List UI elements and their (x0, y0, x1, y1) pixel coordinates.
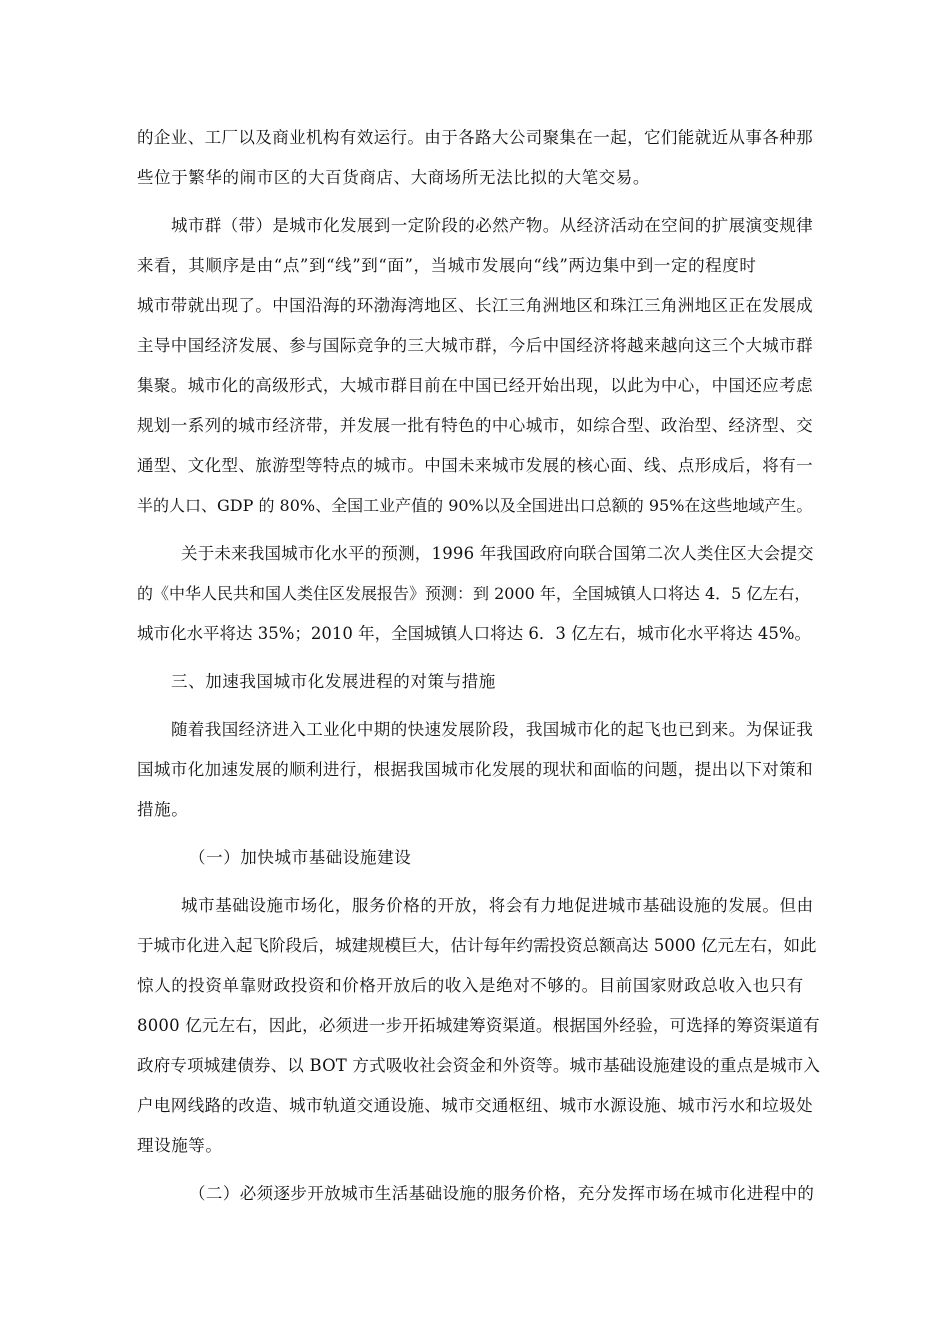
subsection-heading-2: （二）必须逐步开放城市生活基础设施的服务价格，充分发挥市场在城市化进程中的 (189, 1184, 815, 1203)
paragraph-2-line-7: 通型、文化型、旅游型等特点的城市。中国未来城市发展的核心面、线、点形成后，将有一 (137, 456, 813, 475)
paragraph-1-line-2: 些位于繁华的闹市区的大百货商店、大商场所无法比拟的大笔交易。 (137, 168, 650, 187)
paragraph-3-line-3: 城市化水平将达 35%；2010 年，全国城镇人口将达 6．3 亿左右，城市化水平将达 45%。 (137, 624, 812, 643)
paragraph-5-line-6: 户电网线路的改造、城市轨道交通设施、城市交通枢纽、城市水源设施、城市污水和垃圾处 (137, 1096, 813, 1115)
paragraph-2-line-4: 主导中国经济发展、参与国际竞争的三大城市群，今后中国经济将越来越向这三个大城市群 (137, 336, 813, 355)
paragraph-3-line-1: 关于未来我国城市化水平的预测，1996 年我国政府向联合国第二次人类住区大会提交 (181, 544, 814, 563)
paragraph-1-line-1: 的企业、工厂以及商业机构有效运行。由于各路大公司聚集在一起，它们能就近从事各种那 (137, 128, 813, 147)
paragraph-5-line-4: 8000 亿元左右，因此，必须进一步开拓城建筹资渠道。根据国外经验，可选择的筹资渠道有 (137, 1016, 820, 1035)
paragraph-5-line-3: 惊人的投资单靠财政投资和价格开放后的收入是绝对不够的。目前国家财政总收入也只有 (137, 976, 804, 995)
paragraph-5-line-5: 政府专项城建债券、以 BOT 方式吸收社会资金和外资等。城市基础设施建设的重点是城市入 (137, 1056, 821, 1075)
paragraph-4-line-3: 措施。 (137, 800, 189, 819)
paragraph-2-line-2: 来看，其顺序是由“点”到“线”到“面”，当城市发展向“线”两边集中到一定的程度时 (137, 256, 757, 275)
paragraph-5-line-7: 理设施等。 (137, 1136, 223, 1155)
subsection-heading-1: （一）加快城市基础设施建设 (189, 848, 412, 867)
paragraph-3-line-2: 的《中华人民共和国人类住区发展报告》预测：到 2000 年，全国城镇人口将达 4．5 亿左右， (137, 584, 811, 603)
paragraph-5-line-2: 于城市化进入起飞阶段后，城建规模巨大，估计每年约需投资总额高达 5000 亿元左右，如此 (137, 936, 817, 955)
paragraph-2-line-8: 半的人口、GDP 的 80%、全国工业产值的 90%以及全国进出口总额的 95%在这些地域产生。 (137, 496, 813, 515)
paragraph-2-line-5: 集聚。城市化的高级形式，大城市群目前在中国已经开始出现，以此为中心，中国还应考虑 (137, 376, 813, 395)
section-heading-3: 三、加速我国城市化发展进程的对策与措施 (171, 672, 496, 691)
paragraph-2-line-6: 规划一系列的城市经济带，并发展一批有特色的中心城市，如综合型、政治型、经济型、交 (137, 416, 813, 435)
paragraph-2-line-1: 城市群（带）是城市化发展到一定阶段的必然产物。从经济活动在空间的扩展演变规律 (171, 216, 814, 235)
paragraph-2-line-3: 城市带就出现了。中国沿海的环渤海湾地区、长江三角洲地区和珠江三角洲地区正在发展成 (137, 296, 813, 315)
paragraph-4-line-2: 国城市化加速发展的顺利进行，根据我国城市化发展的现状和面临的问题，提出以下对策和 (137, 760, 813, 779)
paragraph-4-line-1: 随着我国经济进入工业化中期的快速发展阶段，我国城市化的起飞也已到来。为保证我 (171, 720, 814, 739)
paragraph-5-line-1: 城市基础设施市场化，服务价格的开放，将会有力地促进城市基础设施的发展。但由 (181, 896, 814, 915)
